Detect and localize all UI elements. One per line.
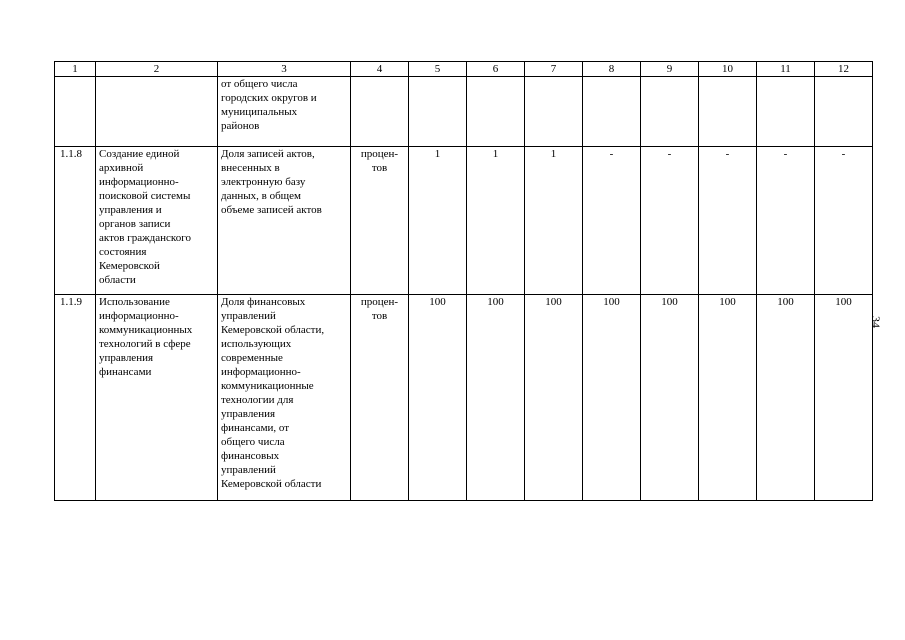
row-value-cell [757,77,815,147]
header-row [55,62,873,77]
row-value-cell: - [815,147,873,295]
row-value-cell: - [641,147,699,295]
column-number-9: 9 [641,62,699,77]
row-value-cell: - [583,147,641,295]
table-header [55,62,873,77]
row-value-cell: 100 [467,295,525,501]
column-number-8: 8 [583,62,641,77]
column-number-10: 10 [699,62,757,77]
column-number-1: 1 [55,62,96,77]
row-value-cell: 1 [525,147,583,295]
row-value-cell [467,77,525,147]
table-row [55,77,873,147]
column-number-7: 7 [525,62,583,77]
row-indicator-cell: от общего числа городских округов и муниципальных районов [218,77,351,147]
indicators-table [54,61,873,501]
row-value-cell [815,77,873,147]
row-indicator-cell: Доля финансовых управлений Кемеровской области, использующих современные информационно- коммуникационные технологии для управления финансами, от общего числа финансовых управлений Кемеровской области [218,295,351,501]
column-number-6: 6 [467,62,525,77]
row-value-cell: 100 [641,295,699,501]
row-value-cell: 100 [757,295,815,501]
row-value-cell: 1 [467,147,525,295]
row-unit-cell [351,77,409,147]
row-value-cell: 1 [409,147,467,295]
row-value-cell: 100 [699,295,757,501]
row-value-cell: 100 [583,295,641,501]
row-index-cell [55,77,96,147]
row-value-cell [583,77,641,147]
row-indicator-cell: Доля записей актов, внесенных в электронную базу данных, в общем объеме записей актов [218,147,351,295]
row-unit-cell: процен- тов [351,147,409,295]
row-value-cell: 100 [409,295,467,501]
column-number-3: 3 [218,62,351,77]
column-number-11: 11 [757,62,815,77]
row-value-cell [641,77,699,147]
row-name-cell: Создание единой архивной информационно- поисковой системы управления и органов записи актов гражданского состояния Кемеровской области [96,147,218,295]
row-name-cell: Использование информационно- коммуникационных технологий в сфере управления финансами [96,295,218,501]
row-value-cell [409,77,467,147]
column-number-4: 4 [351,62,409,77]
page-number: 34 [869,316,883,328]
row-value-cell [525,77,583,147]
table-row [55,147,873,295]
row-index-cell: 1.1.9 [55,295,96,501]
column-number-2: 2 [96,62,218,77]
row-value-cell [699,77,757,147]
table-row [55,295,873,501]
row-value-cell: 100 [815,295,873,501]
column-number-12: 12 [815,62,873,77]
column-number-5: 5 [409,62,467,77]
row-value-cell: - [699,147,757,295]
table-body [55,77,873,501]
row-unit-cell: процен- тов [351,295,409,501]
row-value-cell: 100 [525,295,583,501]
row-name-cell [96,77,218,147]
row-value-cell: - [757,147,815,295]
row-index-cell: 1.1.8 [55,147,96,295]
